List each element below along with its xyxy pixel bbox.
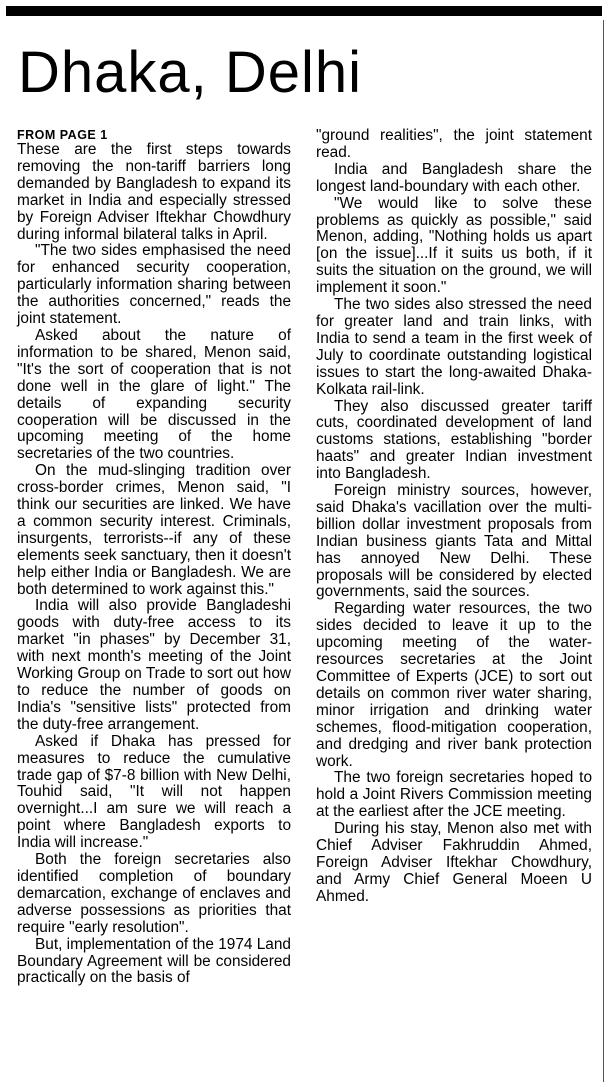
paragraph: On the mud-slinging tradition over cross-border crimes, Menon said, "I think our securities are linked. We have a common security interest. Criminals, insurgents, terrorists--if any of these elements seek sanctuary, then it doesn't help either India or Bangladesh. We are both determined to work against this." (17, 462, 291, 598)
paragraph: They also discussed greater tariff cuts, coordinated development of land customs stations, establishing "border haats" and greater Indian investment into Bangladesh. (316, 397, 592, 483)
paragraph: India will also provide Bangladeshi goods with duty-free access to its market "in phases" by December 31, with next month's meeting of the Joint Working Group on Trade to sort out how to reduce the number of goods on India's "sensitive lists" protected from the duty-free arrangement. (17, 597, 291, 733)
paragraph: Regarding water resources, the two sides decided to leave it up to the upcoming meeting of the water-resources secretaries at the Joint Committee of Experts (JCE) to sort out details on common river water sharing, minor irrigation and drinking water schemes, flood-mitigation cooperation, and dredging and river bank protection work. (316, 600, 592, 770)
paragraph: "The two sides emphasised the need for enhanced security cooperation, particularly information sharing between the authorities concerned," reads the joint statement. (17, 242, 291, 328)
column-edge-rule (603, 20, 604, 1082)
paragraph: But, implementation of the 1974 Land Boundary Agreement will be considered practically on the basis of (17, 935, 291, 987)
paragraph: Foreign ministry sources, however, said Dhaka's vacillation over the multi-billion dollar investment proposals from Indian business giants Tata and Mittal has annoyed New Delhi. These proposals will be considered by elected governments, said the sources. (316, 482, 592, 601)
paragraph: Asked about the nature of information to be shared, Menon said, "It's the sort of cooperation that is not done well in the glare of light." The details of expanding security cooperation will be discussed in the upcoming meeting of the home secretaries of the two countries. (17, 326, 291, 463)
paragraph: "ground realities", the joint statement read. (316, 127, 592, 161)
paragraph: These are the first steps towards removing the non-tariff barriers long demanded by Bangladesh to expand its market in India and especially stressed by Foreign Adviser Iftekhar Chowdhury during informal bilateral talks in April. (17, 141, 291, 243)
paragraph: During his stay, Menon also met with Chief Adviser Fakhruddin Ahmed, Foreign Adviser Iftekhar Chowdhury, and Army Chief General Moeen U Ahmed. (316, 820, 592, 905)
paragraph: The two sides also stressed the need for greater land and train links, with India to send a team in the first week of July to coordinate outstanding logistical issues to start the long-awaited Dhaka-Kolkata rail-link. (316, 296, 592, 398)
top-rule (6, 6, 602, 16)
article-column-right (316, 128, 592, 906)
paragraph: Both the foreign secretaries also identified completion of boundary demarcation, exchange of enclaves and adverse possessions as priorities that require "early resolution". (17, 851, 291, 936)
article-column-left (17, 128, 291, 987)
paragraph: India and Bangladesh share the longest land-boundary with each other. (316, 160, 592, 195)
paragraph: Asked if Dhaka has pressed for measures to reduce the cumulative trade gap of $7-8 billion with New Delhi, Touhid said, "It will not happen overnight...I am sure we will reach a point where Bangladesh exports to India will increase." (17, 732, 291, 852)
kicker: FROM PAGE 1 (17, 128, 108, 142)
headline: Dhaka, Delhi (18, 40, 363, 105)
paragraph: "We would like to solve these problems as quickly as possible," said Menon, adding, "Nothing holds us apart [on the issue]...If it suits us both, if it suits the situation on the ground, we will implement it soon." (316, 194, 592, 297)
paragraph: The two foreign secretaries hoped to hold a Joint Rivers Commission meeting at the earliest after the JCE meeting. (316, 769, 592, 821)
